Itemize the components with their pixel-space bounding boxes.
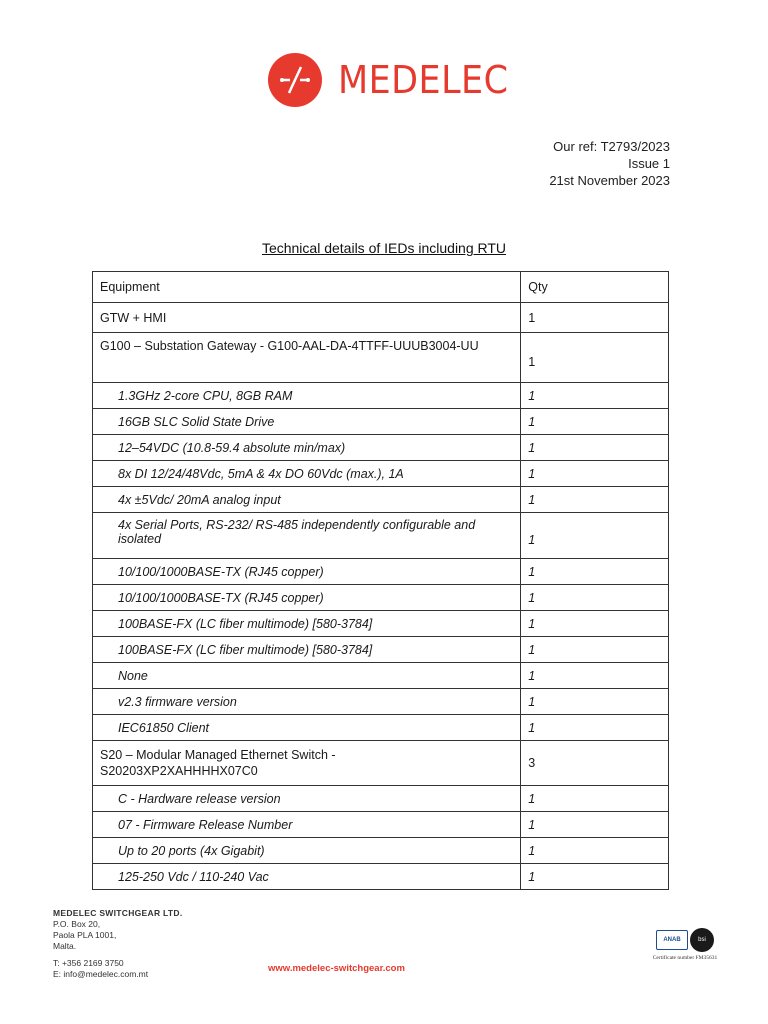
table-row bbox=[93, 435, 669, 461]
bsi-badge-icon: bsi bbox=[690, 928, 714, 952]
anab-badge-icon: ANAB bbox=[656, 930, 688, 950]
lightning-bolt-icon bbox=[268, 53, 322, 107]
equipment-line: S20203XP2XAHHHHX07C0 bbox=[100, 764, 258, 778]
table-row bbox=[93, 812, 669, 838]
qty-cell: 1 bbox=[521, 333, 669, 383]
table-row bbox=[93, 409, 669, 435]
qty-cell: 1 bbox=[521, 513, 669, 559]
table-row bbox=[93, 585, 669, 611]
table-header-row bbox=[93, 272, 669, 303]
qty-cell: 1 bbox=[521, 303, 669, 333]
website-link[interactable]: www.medelec-switchgear.com bbox=[268, 963, 405, 974]
document-title: Technical details of IEDs including RTU bbox=[261, 240, 507, 256]
footer-address bbox=[53, 908, 183, 980]
qty-cell: 3 bbox=[521, 741, 669, 786]
phone-number: T: +356 2169 3750 bbox=[53, 958, 124, 968]
equipment-cell: 100BASE-FX (LC fiber multimode) [580-3784] bbox=[93, 637, 521, 663]
qty-cell: 1 bbox=[521, 611, 669, 637]
equipment-cell: GTW + HMI bbox=[93, 303, 521, 333]
table-row bbox=[93, 715, 669, 741]
equipment-table bbox=[92, 271, 669, 890]
equipment-cell: 4x Serial Ports, RS-232/ RS-485 independently configurable and isolated bbox=[93, 513, 521, 559]
qty-cell: 1 bbox=[521, 715, 669, 741]
qty-cell: 1 bbox=[521, 689, 669, 715]
table-row bbox=[93, 741, 669, 786]
equipment-cell: 125-250 Vdc / 110-240 Vac bbox=[93, 864, 521, 890]
table-row bbox=[93, 663, 669, 689]
equipment-cell: 10/100/1000BASE-TX (RJ45 copper) bbox=[93, 585, 521, 611]
equipment-cell: 07 - Firmware Release Number bbox=[93, 812, 521, 838]
table-row bbox=[93, 838, 669, 864]
qty-cell: 1 bbox=[521, 383, 669, 409]
certification-block bbox=[652, 928, 718, 961]
table-row bbox=[93, 786, 669, 812]
reference-number: Our ref: T2793/2023 bbox=[553, 139, 670, 154]
equipment-cell: 1.3GHz 2-core CPU, 8GB RAM bbox=[93, 383, 521, 409]
equipment-cell: 4x ±5Vdc/ 20mA analog input bbox=[93, 487, 521, 513]
table-row bbox=[93, 611, 669, 637]
table-row bbox=[93, 637, 669, 663]
qty-cell: 1 bbox=[521, 786, 669, 812]
equipment-cell: Up to 20 ports (4x Gigabit) bbox=[93, 838, 521, 864]
equipment-cell: 10/100/1000BASE-TX (RJ45 copper) bbox=[93, 559, 521, 585]
equipment-cell: 8x DI 12/24/48Vdc, 5mA & 4x DO 60Vdc (max.), 1A bbox=[93, 461, 521, 487]
equipment-cell: 100BASE-FX (LC fiber multimode) [580-3784] bbox=[93, 611, 521, 637]
table-row bbox=[93, 864, 669, 890]
equipment-cell: C - Hardware release version bbox=[93, 786, 521, 812]
document-reference bbox=[549, 138, 670, 189]
table-row bbox=[93, 333, 669, 383]
table-row bbox=[93, 689, 669, 715]
table-row bbox=[93, 383, 669, 409]
table-row bbox=[93, 461, 669, 487]
qty-cell: 1 bbox=[521, 812, 669, 838]
qty-cell: 1 bbox=[521, 637, 669, 663]
equipment-line: S20 – Modular Managed Ethernet Switch - bbox=[100, 748, 336, 762]
address-line: Malta. bbox=[53, 941, 77, 951]
qty-cell: 1 bbox=[521, 435, 669, 461]
issue-number: Issue 1 bbox=[628, 156, 670, 171]
column-header-qty: Qty bbox=[521, 272, 669, 303]
table-row bbox=[93, 559, 669, 585]
qty-cell: 1 bbox=[521, 409, 669, 435]
email-address[interactable]: E: info@medelec.com.mt bbox=[53, 969, 149, 979]
qty-cell: 1 bbox=[521, 461, 669, 487]
address-line: Paola PLA 1001, bbox=[53, 930, 117, 940]
equipment-cell: None bbox=[93, 663, 521, 689]
equipment-cell: v2.3 firmware version bbox=[93, 689, 521, 715]
certificate-number: Certificate number FM35631 bbox=[652, 955, 718, 961]
address-line: P.O. Box 20, bbox=[53, 919, 101, 929]
equipment-cell bbox=[93, 741, 521, 786]
column-header-equipment: Equipment bbox=[93, 272, 521, 303]
equipment-cell: IEC61850 Client bbox=[93, 715, 521, 741]
qty-cell: 1 bbox=[521, 559, 669, 585]
qty-cell: 1 bbox=[521, 838, 669, 864]
qty-cell: 1 bbox=[521, 663, 669, 689]
company-name: MEDELEC bbox=[338, 58, 509, 102]
table-row bbox=[93, 303, 669, 333]
company-logo bbox=[268, 52, 523, 108]
table-row bbox=[93, 487, 669, 513]
table-row bbox=[93, 513, 669, 559]
equipment-cell: 12–54VDC (10.8-59.4 absolute min/max) bbox=[93, 435, 521, 461]
equipment-cell: G100 – Substation Gateway - G100-AAL-DA-4TTFF-UUUB3004-UU bbox=[93, 333, 521, 383]
document-date: 21st November 2023 bbox=[549, 173, 670, 188]
qty-cell: 1 bbox=[521, 487, 669, 513]
footer-company-name: MEDELEC SWITCHGEAR LTD. bbox=[53, 908, 183, 918]
qty-cell: 1 bbox=[521, 585, 669, 611]
equipment-cell: 16GB SLC Solid State Drive bbox=[93, 409, 521, 435]
qty-cell: 1 bbox=[521, 864, 669, 890]
